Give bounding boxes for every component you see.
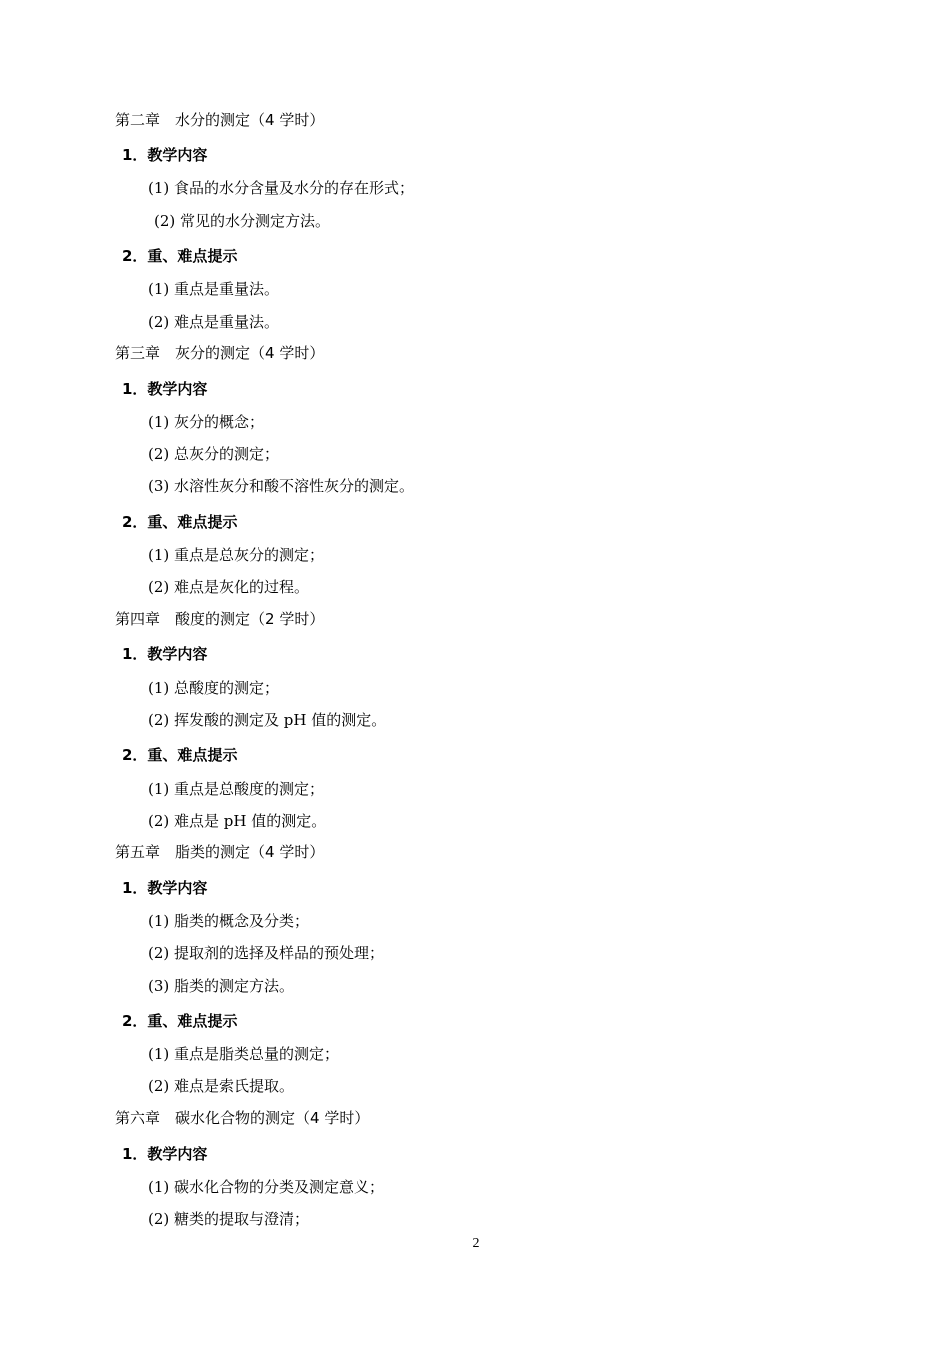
list-item: (1) 总酸度的测定； [148, 679, 280, 697]
list-item: (1) 重点是重量法。 [148, 280, 280, 298]
list-item: (2) 难点是灰化的过程。 [148, 578, 310, 596]
section-heading: 1．教学内容 [122, 879, 208, 897]
list-item: (3) 脂类的测定方法。 [148, 977, 295, 995]
section-heading: 2．重、难点提示 [122, 1012, 238, 1030]
list-item: (2) 难点是重量法。 [148, 313, 280, 331]
list-item: (1) 灰分的概念； [148, 413, 265, 431]
chapter-title: 第五章 脂类的测定（4 学时） [115, 843, 325, 861]
list-item: (1) 食品的水分含量及水分的存在形式； [148, 179, 415, 197]
section-heading: 1．教学内容 [122, 146, 208, 164]
list-item: (1) 脂类的概念及分类； [148, 912, 310, 930]
chapter-title: 第四章 酸度的测定（2 学时） [115, 610, 325, 628]
list-item: (1) 重点是总酸度的测定； [148, 780, 325, 798]
section-heading: 1．教学内容 [122, 380, 208, 398]
list-item: (2) 提取剂的选择及样品的预处理； [148, 944, 385, 962]
chapter-title: 第六章 碳水化合物的测定（4 学时） [115, 1109, 370, 1127]
list-item: (2) 难点是索氏提取。 [148, 1077, 295, 1095]
list-item: (2) 难点是 pH 值的测定。 [148, 812, 327, 830]
list-item: (2) 挥发酸的测定及 pH 值的测定。 [148, 711, 387, 729]
section-heading: 1．教学内容 [122, 1145, 208, 1163]
list-item: (3) 水溶性灰分和酸不溶性灰分的测定。 [148, 477, 415, 495]
page-number: 2 [472, 1236, 480, 1251]
list-item: (2) 总灰分的测定； [148, 445, 280, 463]
list-item: (2) 常见的水分测定方法。 [154, 212, 331, 230]
section-heading: 2．重、难点提示 [122, 746, 238, 764]
list-item: (1) 碳水化合物的分类及测定意义； [148, 1178, 385, 1196]
list-item: (1) 重点是脂类总量的测定； [148, 1045, 340, 1063]
list-item: (1) 重点是总灰分的测定； [148, 546, 325, 564]
section-heading: 1．教学内容 [122, 645, 208, 663]
chapter-title: 第三章 灰分的测定（4 学时） [115, 344, 325, 362]
chapter-title: 第二章 水分的测定（4 学时） [115, 111, 325, 129]
section-heading: 2．重、难点提示 [122, 247, 238, 265]
section-heading: 2．重、难点提示 [122, 513, 238, 531]
list-item: (2) 糖类的提取与澄清； [148, 1210, 310, 1228]
